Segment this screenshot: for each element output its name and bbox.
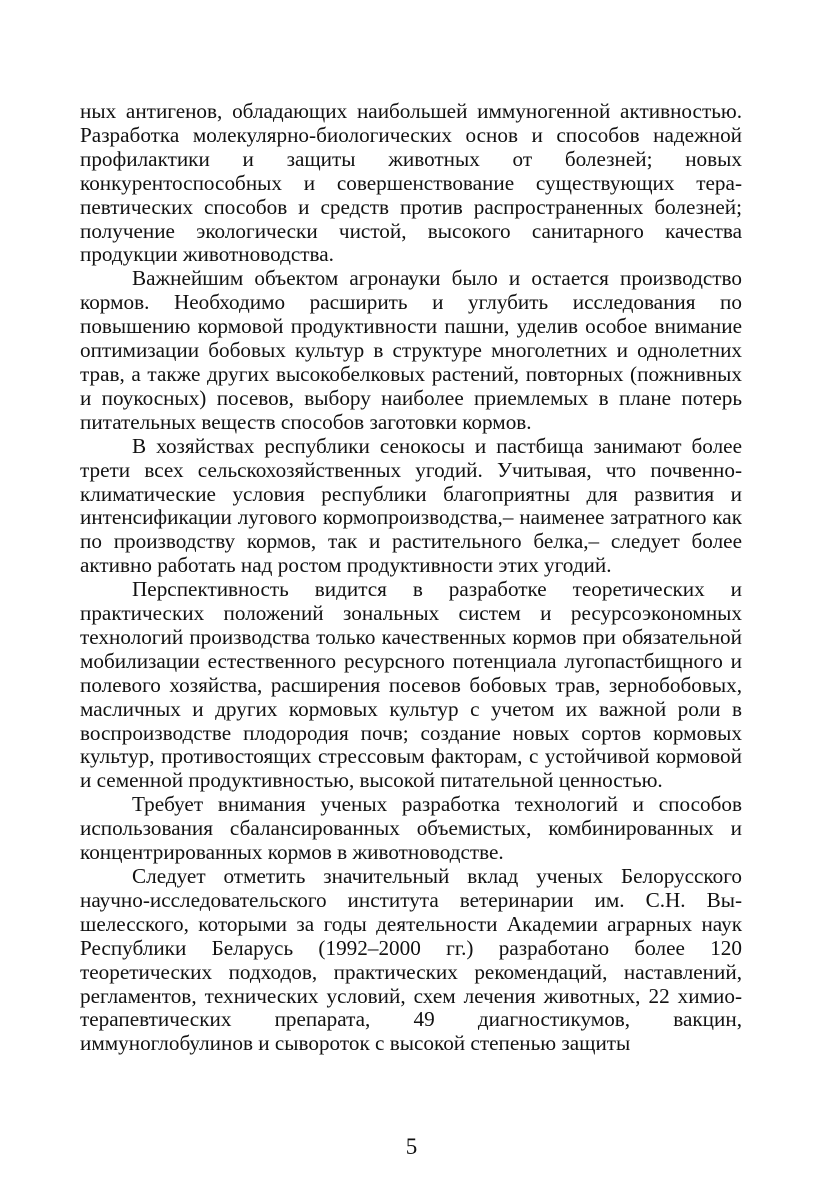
body-text xyxy=(80,100,742,1056)
paragraph-5: Требует внимания ученых разработка технологий и способов использования сбалансированных объемистых, комбинированных и концентрированных кормов в животноводстве. xyxy=(80,792,742,865)
paragraph-1: ных антигенов, обладающих наибольшей иммуногенной активностью. Разработка молекулярно-биологических основ и способов надежной профилактики и защиты животных от болезней; новых конкурентоспособных и совершенствование существующих терапевтических способов и средств против распространенных болезней; получение экологически чистой, высокого санитарного качества продукции животноводства. xyxy=(80,99,742,267)
paragraph-4: Перспективность видится в разработке теоретических и практических положений зональных систем и ресурсоэкономных технологий производства только качественных кормов при обязательной мобилизации естественного ресурсного потенциала лугопастбищного и полевого хозяйства, расширения посевов бобовых трав, зернобобовых, масличных и других кормовых культур с учетом их важной роли в воспроизводстве плодородия почв; создание новых сортов кормовых культур, противостоящих стрессовым факторам, с устойчивой кормовой и семенной продуктивностью, высокой питательной ценностью. xyxy=(80,577,742,793)
page-number: 5 xyxy=(405,1134,418,1159)
paragraph-2: Важнейшим объектом агронауки было и остается производство кормов. Необходимо расширить и углубить исследования по повышению кормовой продуктивности пашни, уделив особое внимание оптимизации бобовых культур в структуре многолетних и однолетних трав, а также других высокобелковых растений, повторных (пожнивных и поукосных) посевов, выбору наиболее приемлемых в плане потерь питательных веществ способов заготовки кормов. xyxy=(80,266,742,434)
paragraph-6: Следует отметить значительный вклад ученых Белорусского научно-исследовательского института ветеринарии им. С.Н. Вышелесского, которыми за годы деятельности Академии аграрных наук Республики Беларусь (1992–2000 гг.) разработано более 120 теоретических подходов, практических рекомендаций, наставлений, регламентов, технических условий, схем лечения животных, 22 химио-терапевтических препарата, 49 диагностикумов, вакцин, иммуноглобулинов и сывороток с высокой степенью защиты xyxy=(80,864,742,1056)
paragraph-3: В хозяйствах республики сенокосы и пастбища занимают более трети всех сельскохозяйственных угодий. Учитывая, что почвенно-климатические условия республики благоприятны для развития и интенсификации лугового кормопроизводства,– наименее затратного как по производству кормов, так и растительного белка,– следует более активно работать над ростом продуктивности этих угодий. xyxy=(80,433,742,578)
